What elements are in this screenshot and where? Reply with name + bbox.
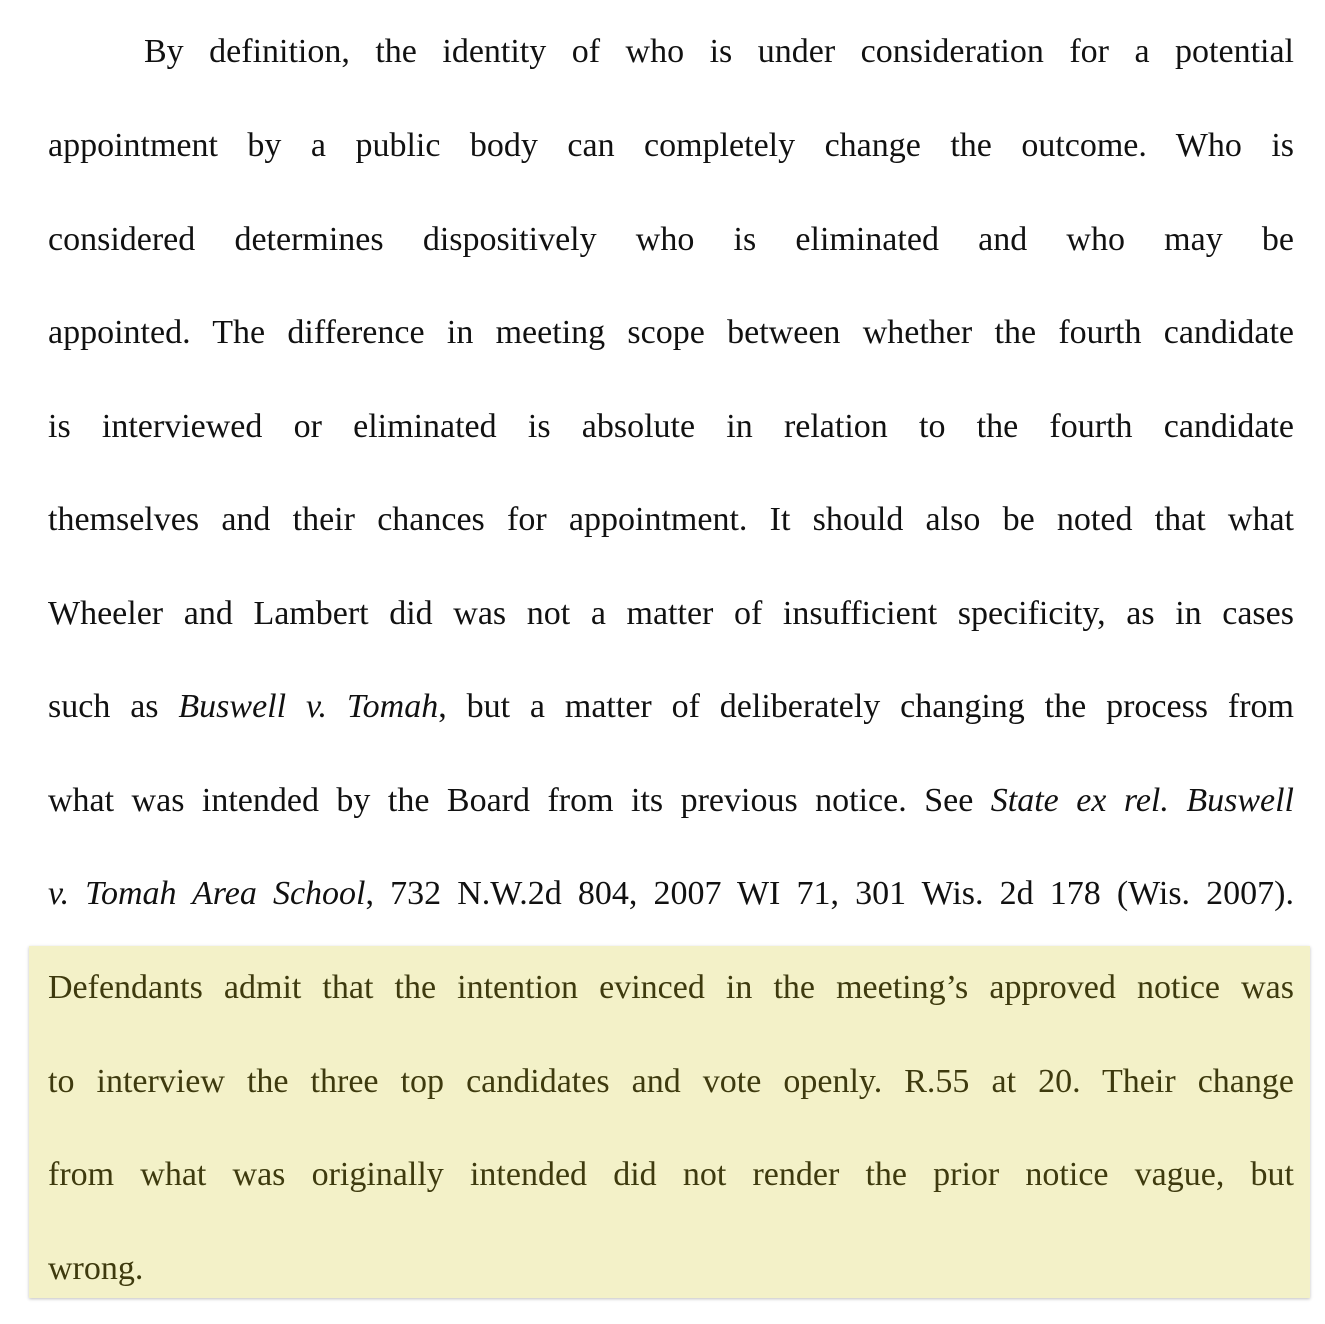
body-text-line: Wheeler and Lambert did was not a matter of insufficient specificity, as in cases	[48, 595, 1294, 632]
case-citation: v. Tomah Area School	[48, 875, 366, 912]
text-span: what was intended by the Board from its previous notice. See	[48, 782, 991, 819]
body-text-line	[48, 874, 1294, 914]
case-citation: State ex rel. Buswell	[990, 782, 1294, 819]
highlighted-text-line: wrong.	[48, 1250, 144, 1287]
body-text-line: themselves and their chances for appointment. It should also be noted that what	[48, 501, 1294, 538]
case-citation: Buswell v. Tomah	[178, 688, 439, 725]
body-text-line: considered determines dispositively who is eliminated and who may be	[48, 221, 1294, 258]
body-text-line: appointed. The difference in meeting scope between whether the fourth candidate	[48, 314, 1294, 351]
text-span: such as	[48, 688, 179, 725]
body-text-line	[48, 687, 1294, 727]
highlighted-text-line: Defendants admit that the intention evinced in the meeting’s approved notice was	[48, 969, 1294, 1006]
text-span: , 732 N.W.2d 804, 2007 WI 71, 301 Wis. 2d 178 (Wis. 2007).	[365, 875, 1294, 912]
text-span: , but a matter of deliberately changing the process from	[438, 688, 1294, 725]
body-text-line: is interviewed or eliminated is absolute in relation to the fourth candidate	[48, 408, 1294, 445]
body-text-line	[48, 781, 1294, 821]
highlighted-text-line: from what was originally intended did not render the prior notice vague, but	[48, 1156, 1294, 1193]
body-text-line: appointment by a public body can completely change the outcome. Who is	[48, 127, 1294, 164]
body-text-line: By definition, the identity of who is under consideration for a potential	[144, 33, 1294, 70]
highlighted-text-line: to interview the three top candidates and vote openly. R.55 at 20. Their change	[48, 1063, 1294, 1100]
